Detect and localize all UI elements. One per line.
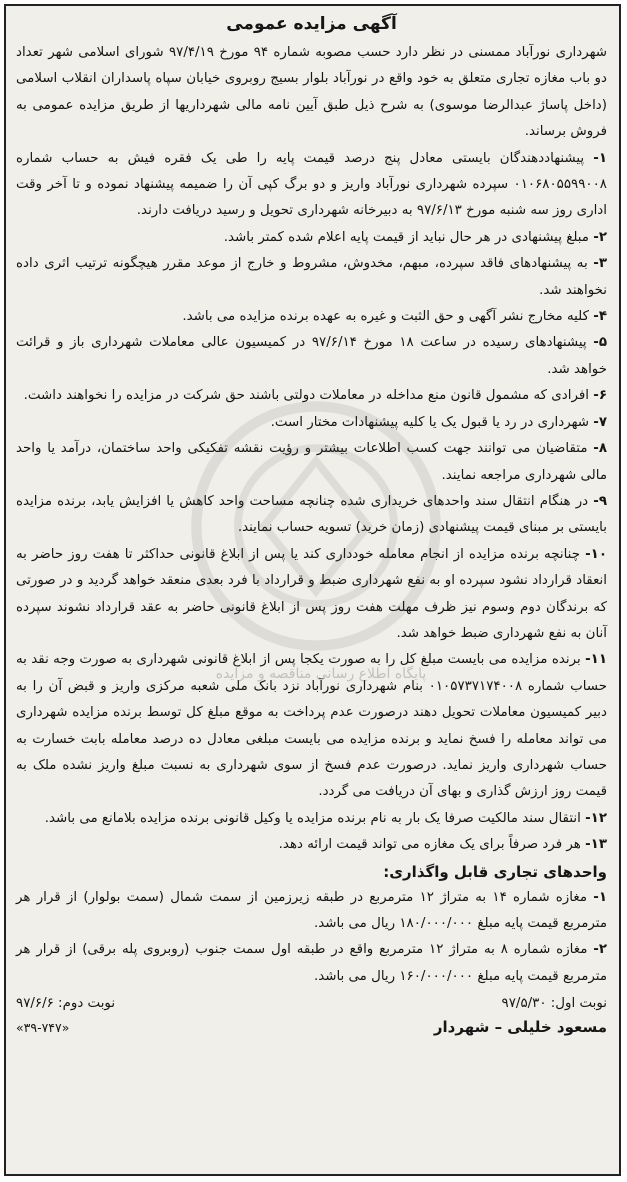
clause-item-text: کلیه مخارج نشر آگهی و حق الثبت و غیره به عهده برنده مزایده می باشد. (182, 309, 589, 325)
clauses-list (16, 146, 607, 859)
clause-item (16, 436, 607, 489)
clause-item-text: در هنگام انتقال سند واحدهای خریداری شده چنانچه مساحت واحد کاهش یا افزایش یابد، برنده مزایده بایستی بر مبنای قیمت پیشنهادی (زمان خرید) تسویه حساب نمایند. (16, 493, 607, 536)
units-heading: واحدهای تجاری قابل واگذاری: (383, 862, 607, 881)
clause-item-text: پیشنهاددهندگان بایستی معادل پنج درصد قیمت پایه را طی یک فقره فیش به حساب شماره ۰۱۰۶۸۰۵۵۹۹۰۰۸ سپرده شهرداری نورآباد واریز و دو برگ کپی آن را ضمیمه پیشنهاد نموده و تا آخر وقت اداری روز سه شنبه مورخ ۹۷/۶/۱۳ به دبیرخانه شهرداری تحویل و رسید دریافت دارند. (16, 150, 607, 219)
clause-item-number: ۱۱- (585, 652, 607, 668)
clause-item-number: ۲- (593, 229, 607, 245)
clause-item-number: ۱- (593, 150, 607, 166)
clause-item-number: ۷- (593, 414, 607, 430)
clause-item-number: ۸- (593, 441, 607, 457)
unit-item-text: مغازه شماره ۸ به متراژ ۱۲ مترمربع واقع در طبقه اول سمت جنوب (روبروی پله برقی) از قرار هر مترمربع قیمت پایه مبلغ ۱۶۰/۰۰۰/۰۰۰ ریال می باشد. (16, 942, 607, 984)
publication-dates (16, 992, 607, 1016)
clause-item (16, 542, 607, 648)
clause-item-number: ۱۲- (585, 810, 607, 826)
clause-item (16, 410, 607, 436)
clause-item-text: پیشنهادهای رسیده در ساعت ۱۸ مورخ ۹۷/۶/۱۴ در کمیسیون عالی معاملات شهرداری باز و قرائت خواهد شد. (16, 335, 607, 377)
notice-intro: شهرداری نورآباد ممسنی در نظر دارد حسب مصوبه شماره ۹۴ مورخ ۹۷/۴/۱۹ شورای اسلامی شهر تعداد دو باب مغازه تجاری متعلق به خود واقع در نورآباد بلوار بسیج روبروی خیابان سپاه پاسداران انقلاب اسلامی (داخل پاساژ عبدالرضا موسوی) به شرح ذیل طبق آیین نامه مالی شهرداریها از طریق مزایده عمومی به فروش برساند. (16, 45, 607, 140)
clause-item-text: شهرداری در رد یا قبول یک یا کلیه پیشنهادات مختار است. (270, 414, 589, 430)
clause-item-number: ۳- (593, 256, 607, 272)
clause-item-number: ۱۰- (585, 546, 607, 562)
notice-title: آگهی مزایده عمومی (226, 14, 397, 34)
second-round: نوبت دوم: ۹۷/۶/۶ (16, 996, 116, 1012)
clause-item (16, 806, 607, 832)
clause-item-text: متقاضیان می توانند جهت کسب اطلاعات بیشتر و رؤیت نقشه تفکیکی واحد ساختمان، درآمد یا واحد مالی شهرداری مراجعه نمایند. (16, 441, 607, 483)
clause-item (16, 225, 607, 251)
clause-item-text: به پیشنهادهای فاقد سپرده، مبهم، مخدوش، مشروط و خارج از موعد مقرر هیچگونه ترتیب اثری داده نخواهند شد. (16, 256, 607, 298)
clause-item-number: ۵- (593, 335, 607, 351)
units-list (16, 885, 607, 991)
unit-item-number: ۱- (593, 889, 607, 905)
unit-item (16, 937, 607, 990)
clause-item-text: برنده مزایده می بایست مبلغ کل را به صورت یکجا پس از ابلاغ قانونی شهرداری به صورت وجه نقد به حساب شماره ۰۱۰۵۷۳۷۱۷۴۰۰۸ بنام شهرداری نورآباد نزد بانک ملی شعبه مرکزی واریز و قبض آن را به دبیر کمیسیون معاملات تحویل دهند درصورت عدم پرداخت به موقع مبلغ کل توسط برنده مزایده شهرداری می تواند معامله را فسخ نماید و برنده مزایده می بایست مبلغی معادل ده درصد معامله بابت خسارت به حساب شهرداری واریز نماید. درصورت عدم فسخ از سوی شهرداری به نسبت مبلغ واریز نشده ملک به قیمت روز ارزش گذاری و بهای آن دریافت می گردد. (16, 652, 607, 800)
clause-item (16, 832, 607, 858)
clause-item (16, 304, 607, 330)
unit-item (16, 885, 607, 938)
unit-item-number: ۲- (593, 942, 607, 958)
clause-item-text: افرادی که مشمول قانون منع مداخله در معاملات دولتی باشند حق شرکت در مزایده را نخواهند داشت. (23, 388, 589, 404)
clause-item (16, 330, 607, 383)
clause-item-number: ۶- (593, 388, 607, 404)
clause-item (16, 647, 607, 805)
clause-item (16, 383, 607, 409)
clause-item-text: انتقال سند مالکیت صرفا یک بار به نام برنده مزایده یا وکیل قانونی برنده مزایده بلامانع می باشد. (44, 810, 581, 826)
notice-code: «۳۹-۷۴۷» (16, 1019, 70, 1035)
first-round: نوبت اول: ۹۷/۵/۳۰ (501, 996, 607, 1012)
clause-item (16, 251, 607, 304)
clause-item-text: مبلغ پیشنهادی در هر حال نباید از قیمت پایه اعلام شده کمتر باشد. (223, 229, 589, 245)
unit-item-text: مغازه شماره ۱۴ به متراژ ۱۲ مترمربع در طبقه زیرزمین از سمت شمال (سمت بولوار) از قرار هر مترمربع قیمت پایه مبلغ ۱۸۰/۰۰۰/۰۰۰ ریال می باشد. (16, 889, 607, 931)
clause-item-number: ۴- (593, 309, 607, 325)
clause-item-text: چنانچه برنده مزایده از انجام معامله خودداری کند یا پس از ابلاغ قانونی حداکثر تا هفت روز حاضر به انعقاد قرارداد نشود سپرده او به نفع شهرداری ضبط و قرارداد با فرد بعدی منعقد خواهد گردید و در صورتی که برندگان دوم وسوم نیز ظرف مهلت هفت روز پس از ابلاغ قانونی حاضر به عقد قرارداد نشوند سپرده آنان به نفع شهرداری ضبط خواهد شد. (16, 546, 607, 641)
auction-notice (4, 4, 621, 1176)
watermark-text: پایگاه اطلاع رسانی مناقصه و مزایده (215, 666, 427, 682)
signature-row (16, 1018, 607, 1036)
clause-item (16, 489, 607, 542)
clause-item-number: ۹- (593, 493, 607, 509)
signer: مسعود خلیلی – شهردار (433, 1018, 607, 1037)
clause-item (16, 146, 607, 225)
clause-item-text: هر فرد صرفاً برای یک مغازه می تواند قیمت ارائه دهد. (278, 837, 581, 853)
clause-item-number: ۱۳- (585, 837, 607, 853)
